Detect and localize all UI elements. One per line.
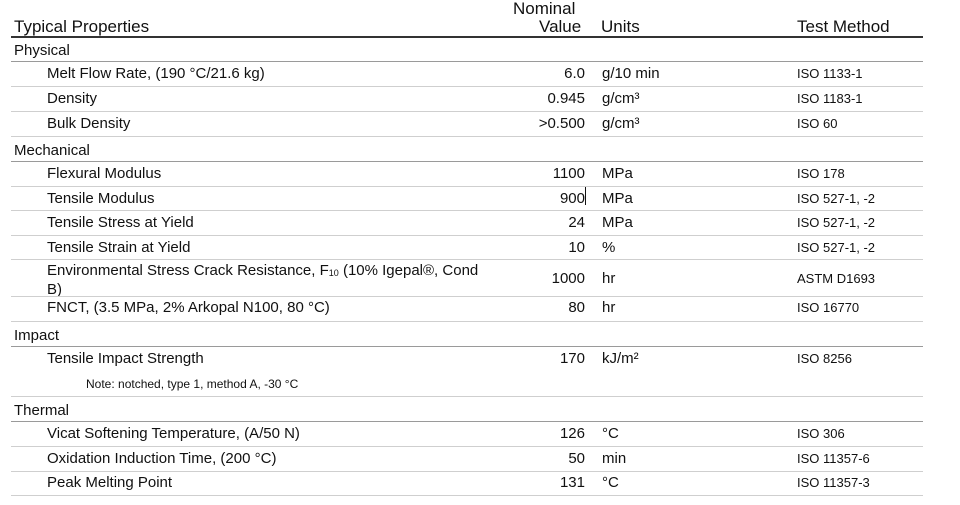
test-method: ISO 1183-1 [797,91,863,106]
row-rule [11,210,923,211]
header-test-method: Test Method [797,17,890,36]
property-units: min [602,450,627,467]
property-name: Peak Melting Point [47,474,173,491]
property-units: % [602,239,616,256]
section-title-thermal: Thermal [14,402,70,419]
test-method: ISO 527-1, -2 [797,215,876,230]
property-value: 1100 [552,165,585,182]
property-name: Tensile Modulus [47,190,155,207]
test-method: ASTM D1693 [797,271,876,286]
property-value: 10 [568,239,585,256]
header-rule [11,36,923,38]
row-rule [11,495,923,496]
property-units: MPa [602,190,633,207]
table-row [0,240,960,264]
property-name: Oxidation Induction Time, (200 °C) [47,450,277,467]
section-rule [11,346,923,347]
row-rule [11,321,923,322]
property-units: kJ/m² [602,350,639,367]
section-title-impact: Impact [14,327,60,344]
property-units: g/cm³ [602,115,640,132]
property-name: Tensile Stress at Yield [47,214,194,231]
row-rule [11,471,923,472]
test-method: ISO 60 [797,116,838,131]
table-row [0,191,960,215]
property-units: hr [602,270,616,287]
row-rule [11,446,923,447]
property-name: Vicat Softening Temperature, (A/50 N) [47,425,300,442]
property-value: 900 [559,190,585,207]
header-nominal: Nominal [513,0,576,18]
test-method: ISO 16770 [797,300,860,315]
property-units: MPa [602,165,633,182]
section-rule [11,61,923,62]
text-cursor [585,187,586,205]
property-value: 126 [559,425,585,442]
property-units: °C [602,425,619,442]
test-method: ISO 527-1, -2 [797,191,876,206]
property-name-part: Environmental Stress Crack Resistance, F [47,262,329,279]
section-title-physical: Physical [14,42,70,59]
row-rule [11,136,923,137]
property-units: hr [602,299,616,316]
subscript: 10 [328,268,339,278]
header-units: Units [601,17,640,36]
section-title-mechanical: Mechanical [14,142,90,159]
test-method: ISO 306 [797,426,845,441]
row-rule [11,259,923,260]
test-method: ISO 178 [797,166,845,181]
test-method: ISO 11357-3 [797,475,870,490]
property-value: 1000 [551,270,585,287]
row-rule [11,396,923,397]
property-value: 6.0 [564,65,585,82]
property-units: g/10 min [602,65,660,82]
test-method: ISO 527-1, -2 [797,240,876,255]
property-units: g/cm³ [602,90,640,107]
property-name: Density [47,90,98,107]
property-name: Tensile Impact Strength [47,350,204,367]
property-value: 50 [568,450,585,467]
row-note: Note: notched, type 1, method A, -30 °C [86,377,299,391]
property-name: Flexural Modulus [47,165,162,182]
property-value: 0.945 [547,90,585,107]
property-name: Melt Flow Rate, (190 °C/21.6 kg) [47,65,265,82]
header-value: Value [539,17,582,36]
row-rule [11,86,923,87]
property-value: 80 [568,299,585,316]
property-name: FNCT, (3.5 MPa, 2% Arkopal N100, 80 °C) [47,299,330,316]
property-name: Tensile Strain at Yield [47,239,191,256]
property-value: 131 [559,474,585,491]
property-units: MPa [602,214,633,231]
row-rule [11,235,923,236]
property-name: Bulk Density [47,115,131,132]
section-rule [11,161,923,162]
property-value: 24 [568,214,585,231]
property-name-part: (10% Igepal®, Cond B) [47,262,479,298]
test-method: ISO 11357-6 [797,451,870,466]
row-rule [11,111,923,112]
property-value: 170 [559,350,585,367]
test-method: ISO 1133-1 [797,66,863,81]
row-rule [11,296,923,297]
row-rule [11,186,923,187]
table-row [0,262,960,298]
property-value: >0.500 [538,115,585,132]
header-typical-properties: Typical Properties [14,17,150,36]
property-units: °C [602,474,619,491]
test-method: ISO 8256 [797,351,852,366]
property-name [47,262,487,298]
table-row [0,351,960,395]
section-rule [11,421,923,422]
